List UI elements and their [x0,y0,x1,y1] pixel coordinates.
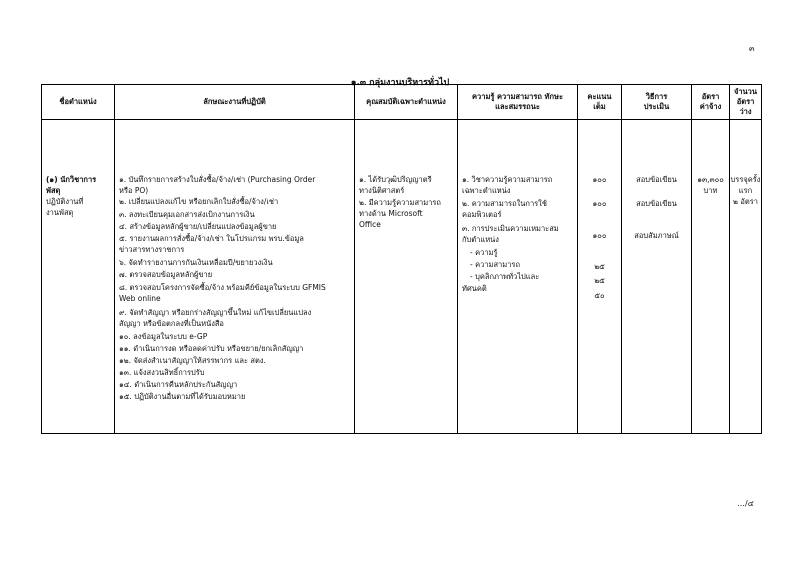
score-value: ๑๐๐ [592,175,607,184]
header-score-line-2: เต็ม [593,102,606,111]
score-value: ๒๕ [594,276,605,285]
score-value: ๑๐๐ [592,199,607,208]
duty-line: ๑๐. ลงข้อมูลในระบบ e-GP [119,332,208,341]
position-note-line-1: ปฏิบัติงานที่ [46,197,84,206]
cell-qualifications [355,120,458,434]
duty-line: ๑๕. ปฏิบัติงานอื่นตามที่ได้รับมอบหมาย [119,392,246,401]
cell-duties [115,120,355,434]
header-qualifications: คุณสมบัติเฉพาะตำแหน่ง [355,85,458,120]
score-value: ๒๕ [594,262,605,271]
duty-line: ๔. สร้างข้อมูลหลักผู้ขาย/เปลี่ยนแปลงข้อมูลผู้ขาย [119,222,277,231]
score-value: ๕๐ [594,291,605,300]
cell-method [622,120,692,434]
header-method-line-2: ประเมิน [643,102,670,111]
header-wage-line-1: อัตรา [701,92,720,101]
header-wage-line-2: ค่าจ้าง [699,102,722,111]
duty-line: ๓. ลงทะเบียนคุมเอกสารส่งเบิกงานการเงิน [119,210,255,219]
header-vacancy-line-2: อัตราว่าง [736,97,755,116]
duty-line: ๑๔. ดำเนินการคืนหลักประกันสัญญา [119,380,238,389]
header-method-line-1: วิธีการ [645,92,668,101]
vacancy-line: บรรจุครั้ง [730,175,761,184]
qualification-line: Office [359,220,381,229]
knowledge-line: ๑. วิชาความรู้ความสามารถ [462,175,553,184]
header-vacancy-line-1: จำนวน [733,87,758,96]
duty-line: ๑. บันทึกรายการสร้างใบสั่งซื้อ/จ้าง/เช่า (Purchasing Order [119,175,316,184]
header-duties: ลักษณะงานที่ปฏิบัติ [115,85,355,120]
header-knowledge-line-2: และสมรรถนะ [495,102,540,111]
header-method [622,85,692,120]
duty-line: ข่าวสารทางราชการ [119,245,185,254]
qualification-line: ๒. มีความรู้ความสามารถ [359,198,441,207]
knowledge-line: ทัศนคติ [462,284,487,293]
duty-line: ๑๒. จัดส่งสำเนาสัญญาให้สรรพากร และ สตง. [119,356,266,365]
method-value: สอบข้อเขียน [636,199,677,208]
cell-wage [692,120,730,434]
cell-position [42,120,115,434]
position-note-line-2: งานพัสดุ [46,208,74,217]
duty-line: ๘. ตรวจสอบโครงการจัดซื้อ/จ้าง พร้อมคีย์ข้อมูลในระบบ GFMIS [119,283,326,292]
knowledge-line: ๒. ความสามารถในการใช้ [462,199,547,208]
position-title-line-1: (๑) นักวิชาการ [46,175,97,184]
method-value: สอบสัมภาษณ์ [634,231,679,240]
knowledge-line: - ความรู้ [470,248,498,257]
duty-line: ๑๓. แจ้งสงวนสิทธิ์การปรับ [119,368,205,377]
wage-amount: ๑๓,๓๐๐ [697,175,724,184]
header-vacancy [730,85,762,120]
position-table [41,84,762,434]
knowledge-line: เฉพาะตำแหน่ง [462,186,511,195]
duty-line: ๗. ตรวจสอบข้อมูลหลักผู้ขาย [119,270,213,279]
wage-unit: บาท [703,186,718,195]
knowledge-line: - ความสามารถ [470,260,520,269]
method-value: สอบข้อเขียน [636,175,677,184]
qualification-line: ทางนิติศาสตร์ [359,186,405,195]
section-title: ๑.๓ กลุ่มงานบริหารทั่วไป [350,78,450,88]
header-score-line-1: คะแนน [587,92,612,101]
knowledge-line: คอมพิวเตอร์ [462,210,502,219]
knowledge-line: - บุคลิกภาพทั่วไปและ [470,272,540,281]
page-number: ๓ [749,44,755,53]
header-knowledge [458,85,578,120]
vacancy-line: แรก [738,186,753,195]
vacancy-line: ๒ อัตรา [733,197,758,206]
header-score [578,85,622,120]
cell-score [578,120,622,434]
duty-line: หรือ PO) [119,186,149,195]
table-row [42,120,762,434]
duty-line: ๑๑. ดำเนินการงด หรือลดค่าปรับ หรือขยาย/ยกเลิกสัญญา [119,344,304,353]
knowledge-line: กับตำแหน่ง [462,235,499,244]
knowledge-line: ๓. การประเมินความเหมาะสม [462,224,559,233]
next-page-marker: …/๔ [737,499,754,508]
duty-line: สัญญา หรือข้อตกลงที่เป็นหนังสือ [119,319,224,328]
cell-knowledge [458,120,578,434]
header-wage [692,85,730,120]
duty-line: ๙. จัดทำสัญญา หรือยกร่างสัญญาขึ้นใหม่ แก้ไขเปลี่ยนแปลง [119,308,312,317]
cell-vacancy [730,120,762,434]
qualification-line: ทางด้าน Microsoft [359,209,423,218]
duty-line: Web online [119,294,161,303]
duty-line: ๕. รายงานผลการสั่งซื้อ/จ้าง/เช่า ในโปรแกรม พรบ.ข้อมูล [119,234,304,243]
header-position: ชื่อตำแหน่ง [42,85,115,120]
header-row [42,85,762,120]
header-knowledge-line-1: ความรู้ ความสามารถ ทักษะ [472,92,563,101]
qualification-line: ๑. ได้รับวุฒิปริญญาตรี [359,175,432,184]
position-title-line-2: พัสดุ [46,186,61,195]
score-value: ๑๐๐ [592,231,607,240]
duty-line: ๖. จัดทำรายงานการกันเงินเหลื่อมปี/ขยายวงเงิน [119,258,273,267]
duty-line: ๒. เปลี่ยนแปลงแก้ไข หรือยกเลิกใบสั่งซื้อ/จ้าง/เช่า [119,197,279,206]
